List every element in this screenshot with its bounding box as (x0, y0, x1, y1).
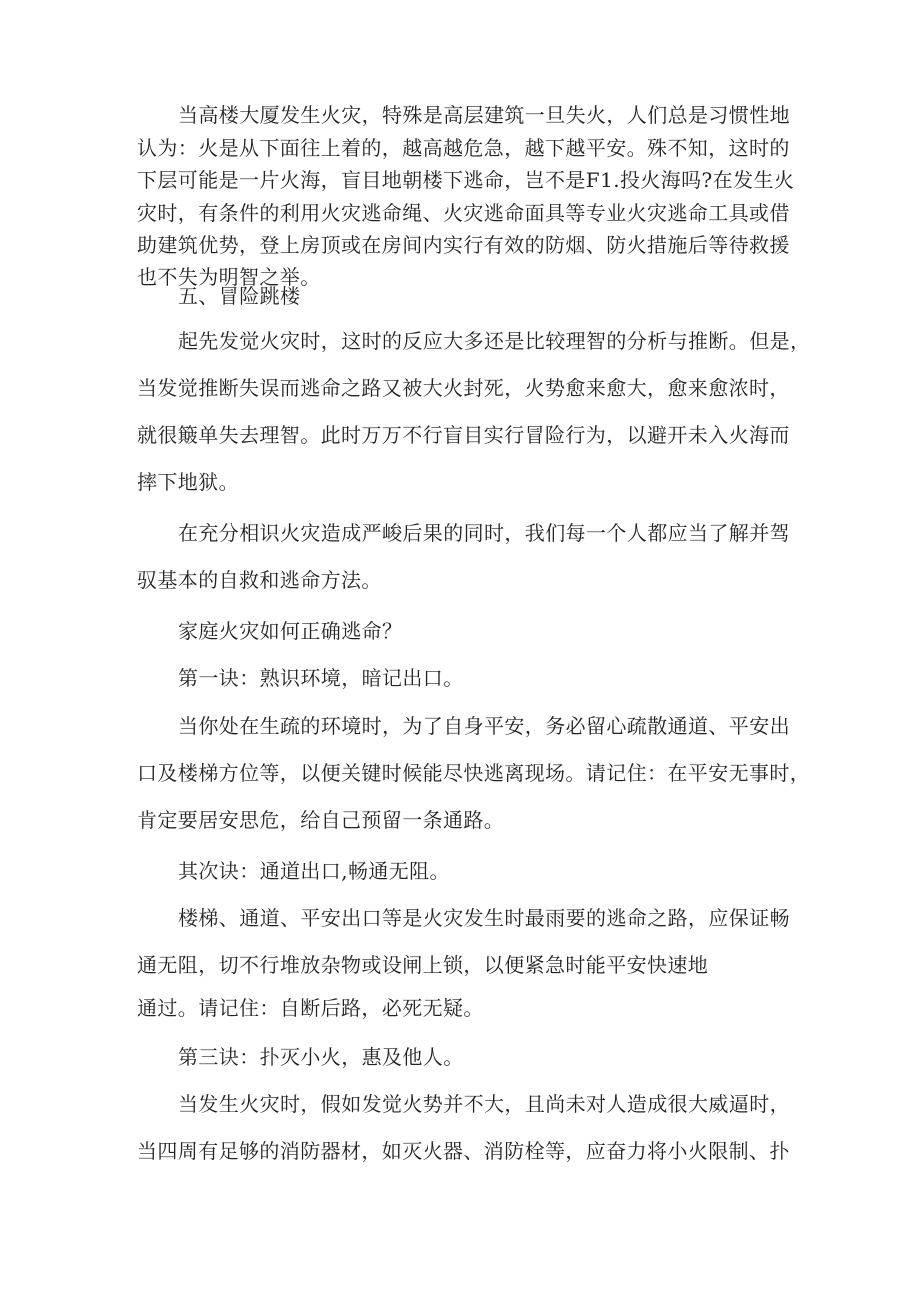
paragraph-1-line-5: 助建筑优势，登上房顶或在房间内实行有效的防烟、防火措施后等待救援 (137, 233, 790, 257)
question-heading: 家庭火灾如何正确逃命？ (178, 619, 403, 643)
paragraph-2-line-4: 摔下地狱。 (137, 470, 239, 494)
tip-1-line-3: 肯定要居安思危，给自己预留一条通路。 (137, 808, 505, 832)
tip-1-line-1: 当你处在生疏的环境时，为了自身平安，务必留心疏散通道、平安出 (178, 714, 790, 738)
tip-2-line-1: 楼梯、通道、平安出口等是火灾发生时最雨要的逃命之路，应保证畅 (178, 906, 790, 930)
tip-2-line-3: 通过。请记住：自断后路，必死无疑。 (137, 996, 484, 1020)
tip-3-line-1: 当发生火灾时，假如发觉火势并不大，且尚未对人造成很大威逼时， (178, 1092, 790, 1116)
paragraph-1-line-6: 也不失为明智之举。 (137, 265, 321, 289)
tip-2-line-2: 通无阻，切不行堆放杂物或设闸上锁，以便紧急时能平安快速地 (137, 953, 709, 977)
tip-3-line-2: 当四周有足够的消防器材，如灭火器、消防栓等，应奋力将小火限制、扑 (137, 1139, 790, 1163)
section-heading: 五、冒险跳楼 (178, 284, 301, 308)
tip-1-title: 第一诀：熟识环境，暗记出口。 (178, 666, 464, 690)
tip-1-line-2: 口及楼梯方位等，以便关键时候能尽快逃离现场。请记住：在平安无事时， (137, 761, 811, 785)
paragraph-3-line-2: 驭基本的自救和逃命方法。 (137, 568, 382, 592)
paragraph-1-line-4: 灾时，有条件的利用火灾逃命绳、火灾逃命面具等专业火灾逃命工具或借 (137, 201, 790, 225)
paragraph-3-line-1: 在充分相识火灾造成严峻后果的同时，我们每一个人都应当了解并驾 (178, 521, 790, 545)
paragraph-2-line-3: 就很簸单失去理智。此时万万不行盲目实行冒险行为，以避开未入火海而 (137, 423, 790, 447)
paragraph-1-line-3: 下层可能是一片火海，盲目地朝楼下逃命，岂不是F1.投火海吗?在发生火 (137, 168, 795, 192)
paragraph-1-line-1: 当高楼大厦发生火灾，特殊是高层建筑一旦失火，人们总是习惯性地 (178, 103, 790, 127)
tip-2-title: 其次诀：通道出口,畅通无阻。 (178, 859, 450, 883)
tip-3-title: 第三诀：扑灭小火，惠及他人。 (178, 1045, 464, 1069)
paragraph-2-line-2: 当发觉推断失误而逃命之路又被大火封死，火势愈来愈大，愈来愈浓时， (137, 376, 790, 400)
paragraph-2-line-1: 起先发觉火灾时，这时的反应大多还是比较理智的分析与推断。但是， (178, 329, 811, 353)
paragraph-1-line-2: 认为：火是从下面往上着的，越高越危急，越下越平安。殊不知，这时的 (137, 136, 790, 160)
